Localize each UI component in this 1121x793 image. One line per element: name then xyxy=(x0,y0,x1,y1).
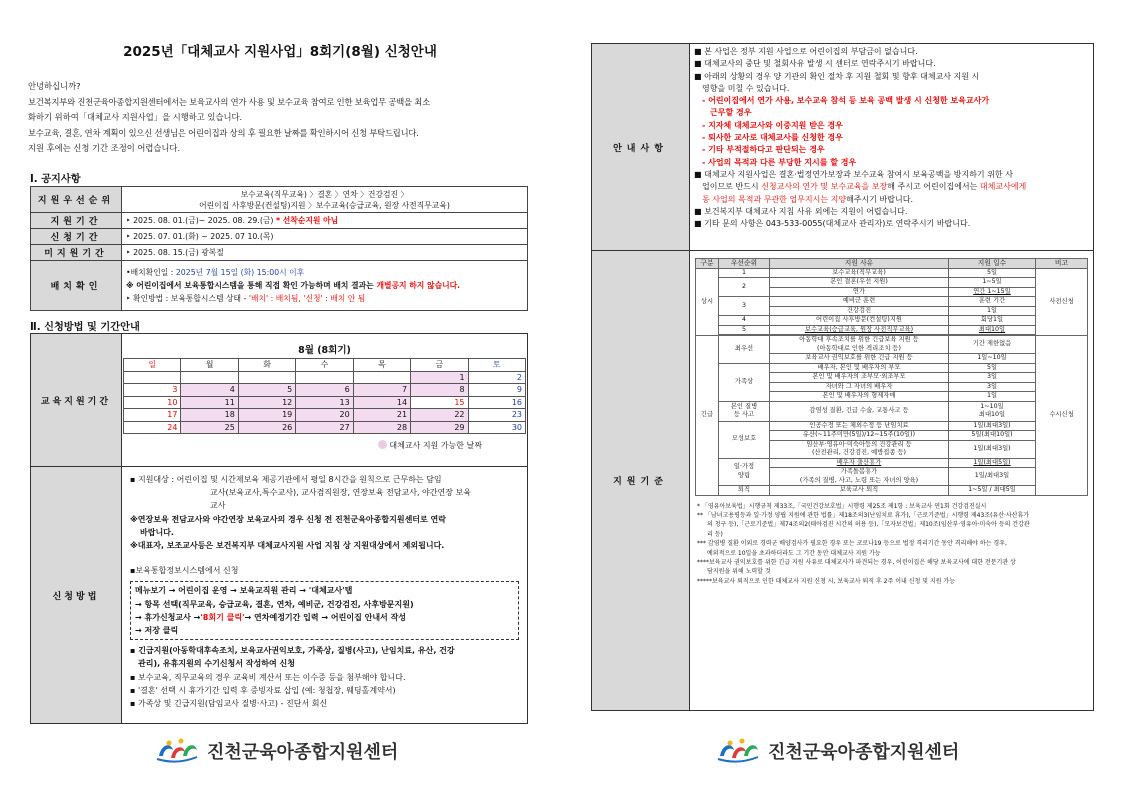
calendar-day xyxy=(238,371,295,384)
table-cell: 일·가정 양립 xyxy=(719,458,770,486)
notice-line: ■ 아래의 상황의 경우 양 기관의 확인 절차 후 지원 철회 및 향후 대체교사 지원 시 xyxy=(694,71,980,81)
method-note: ※대표자, 보조교사등은 보건복지부 대체교사지원 사업 지침 상 지원대상에서 제외됩니다. xyxy=(130,541,445,551)
table-cell: 2 xyxy=(719,278,770,297)
method-line: ▪ 보수교육, 직무교육의 경우 교육비 계산서 또는 이수증 등을 첨부해야 합니다. xyxy=(130,672,406,682)
calendar-week xyxy=(124,421,526,434)
notice-highlight: 대체교사에게 xyxy=(979,182,1027,192)
priority-line: 어린이집 사후방문(컨설팅)지원 〉보수교육(승급교육, 원장 사전직무교육) xyxy=(199,200,450,210)
calendar-day xyxy=(353,371,410,384)
table-cell: 가족상 xyxy=(719,363,770,401)
calendar-day-available: 29 xyxy=(411,421,468,434)
cell-line: 아동학대 후속조치를 위한 긴급보육 지원 등 xyxy=(799,336,919,343)
weekday-thu: 목 xyxy=(353,359,410,372)
table-cell: 1 xyxy=(719,268,770,278)
confirm-text: ‣ 확인방법 : 보육통합시스템 상태 - xyxy=(126,294,249,303)
intro-line: 화하기 위하여「대체교사 지원사업」을 시행하고 있습니다. xyxy=(28,112,243,122)
calendar-week xyxy=(124,371,526,384)
table-cell: 최대10일 xyxy=(949,325,1036,335)
calendar-day: 16 xyxy=(468,396,525,409)
page-title: 2025년「대체교사 지원사업」8회기(8월) 신청안내 xyxy=(123,44,437,60)
calendar-day: 3 xyxy=(124,384,181,397)
calendar-day-holiday: 15 xyxy=(411,396,468,409)
table-cell xyxy=(770,336,949,354)
calendar-day: 23 xyxy=(468,409,525,422)
confirm-line xyxy=(126,292,523,305)
confirm-warning: 개별공지 하지 않습니다. xyxy=(376,281,461,290)
calendar-day: 9 xyxy=(468,384,525,397)
menu-path-line: → 항목 선택(직무교육, 승급교육, 결혼, 연차, 예비군, 건강검진, 사후방문지원) xyxy=(135,599,414,609)
calendar-day-available: 28 xyxy=(353,421,410,434)
legend-dot-icon xyxy=(378,440,387,449)
notice-line: ■ 기타 문의 사항은 043-533-0055(대체교사 관리자)로 연락주시기 바랍니다. xyxy=(694,219,971,229)
table-cell: 본인 및 배우자의 조부모·외조부모 xyxy=(770,373,949,383)
calendar-day xyxy=(296,371,353,384)
notice-highlight: 신청교사의 연가 및 보수교육을 보장 xyxy=(761,182,888,192)
support-period-value xyxy=(122,213,528,229)
table-row xyxy=(696,401,1088,421)
menu-path-text: → 연차예정기간 입력 → 어린이집 안내서 작성 xyxy=(244,612,407,622)
calendar-day-available: 25 xyxy=(181,421,238,434)
table-cell: 기간 제한없음 xyxy=(949,336,1036,354)
criteria-label: 지원기준 xyxy=(592,251,690,711)
calendar-title: 8월 (8회기) xyxy=(298,345,351,356)
priority-line: 보수교육(직무교육) 〉결혼 〉연차 〉건강검진 〉 xyxy=(240,189,409,199)
calendar-week xyxy=(124,396,526,409)
table-cell xyxy=(770,468,949,486)
table-cell: 1일~10일 xyxy=(949,354,1036,364)
table-cell: 1일(최대5일) xyxy=(949,458,1036,468)
calendar-day-available: 4 xyxy=(181,384,238,397)
menu-path-highlight: '8회기 클릭' xyxy=(200,612,245,622)
menu-path-line: → 저장 클릭 xyxy=(135,626,179,636)
criteria-header: 지원 일수 xyxy=(949,259,1036,269)
calendar-day-available: 8 xyxy=(411,384,468,397)
calendar-day-available: 12 xyxy=(238,396,295,409)
cell-line: 가족돌봄휴가 xyxy=(840,468,878,475)
no-support-label: 미지원기간 xyxy=(31,245,122,261)
notice-line: ■ 대체교사의 중단 및 철회사유 발생 시 센터로 연락주시기 바랍니다. xyxy=(694,59,936,69)
table-cell: 1~5일 xyxy=(949,278,1036,288)
table-cell: 3일 xyxy=(949,373,1036,383)
cell-line: (가족의 질병, 사고, 노령 또는 자녀의 양육) xyxy=(799,476,919,484)
table-row xyxy=(696,336,1088,354)
center-logo-icon xyxy=(155,738,199,764)
table-cell: 유산(~11주미만(5일)/12~15주(10일)) xyxy=(770,431,949,441)
footnote: 의 청구 등),「근로기준법」제74조의2(태아검진 시간의 허용 등),「모자보건법」제10조(임산부·영유아·미숙아 등의 건강관 xyxy=(707,521,1030,529)
cell-line: 1~10일 xyxy=(980,402,1004,410)
notice-warning: 근무할 경우 xyxy=(710,108,752,118)
method-line: 교사 xyxy=(210,501,226,511)
table-cell: 연가 xyxy=(770,287,949,297)
table-row xyxy=(696,421,1088,431)
calendar xyxy=(123,358,526,434)
note-anytime: 수시신청 xyxy=(1036,336,1088,496)
notice-text: 업이므로 반드시 xyxy=(702,182,762,192)
notice-line: 영향을 미칠 수 있습니다. xyxy=(702,83,790,93)
confirm-label: 배치확인 xyxy=(31,261,122,311)
calendar-day xyxy=(124,371,181,384)
cell-line: (아동학대로 인한 격리조치 등) xyxy=(817,344,901,352)
center-logo-text: 진천군육아종합지원센터 xyxy=(768,742,960,763)
menu-path-line xyxy=(135,611,514,624)
apply-method-label: 신청방법 xyxy=(31,467,122,724)
table-cell: 1~5일 / 최대5일 xyxy=(949,486,1036,496)
notice-warning: - 퇴사한 교사로 대체교사를 신청한 경우 xyxy=(702,133,843,143)
footnote: *** 감염병 질환 이외로 경력군 배양검사가 필요한 경우 또는 코로나19 등으로 법정 격리기간 동안 격리해야 하는 경우, xyxy=(697,540,1007,548)
criteria-table xyxy=(695,258,1088,496)
table-cell: 보육교사 권익보호를 위한 긴급 지원 등 xyxy=(770,354,949,364)
cell-line: 최대10일 xyxy=(978,411,1006,418)
table-cell: 1일 xyxy=(949,392,1036,402)
table-cell: 5일(최대10일) xyxy=(949,431,1036,441)
method-line: 관리), 유휴지원의 수기신청서 작성하여 신청 xyxy=(138,659,295,669)
notice-label: 안내사항 xyxy=(592,44,690,251)
footnote: 예외적으로 10일을 초과하더라도 그 기간 동안 대체교사 지원 가능 xyxy=(707,549,881,557)
intro-line: 보수교육, 결혼, 연차 계획이 있으신 선생님은 어린이집과 상의 후 필요한 날짜를 확인하시어 신청 부탁드립니다. xyxy=(28,127,419,138)
support-period-text: ‣ 2025. 08. 01.(금)~ 2025. 08. 29.(금) xyxy=(126,216,274,225)
footnote: ** 「남녀고용평등과 일·가정 양립 지원에 관한 법률」제18조의3(난임치료 휴가),「근로기준법」시행령 제43조(유산·사산휴가 xyxy=(697,511,1030,519)
intro-line: 보건복지부와 진천군육아종합지원센터에서는 보육교사의 연가 사용 및 보수교육 참여로 인한 보육업무 공백을 최소 xyxy=(28,96,430,107)
table-cell: 최우선 xyxy=(719,336,770,364)
confirm-date: 2025년 7월 15일 (화) 15:00시 이후 xyxy=(175,268,305,277)
notice-line: ■ 대체교사 지원사업은 결혼·법정연가보장과 보수교육 참여시 보육공백을 방지하기 위한 사 xyxy=(694,169,1013,179)
calendar-legend xyxy=(123,440,526,451)
table-cell: 예비군 훈련 xyxy=(770,297,949,307)
footnote: ****보육교사 권익보호를 위한 긴급 지원 사유로 대체교사가 파견되는 경우, 어린이집은 해당 보육교사에 대한 전문기관 상 xyxy=(697,558,1016,566)
notice-table xyxy=(30,186,528,311)
weekday-tue: 화 xyxy=(238,359,295,372)
menu-path-line: 메뉴보기 → 어린이집 운영 → 보육교직원 관리 → '대체교사'탭 xyxy=(135,586,353,596)
right-page xyxy=(561,0,1121,793)
edu-period-label: 교육지원기간 xyxy=(31,334,122,467)
notice-warning: - 지자체 대체교사와 이중지원 받은 경우 xyxy=(702,120,843,130)
table-cell: 1일(최대3일) xyxy=(949,421,1036,431)
table-cell: 퇴직 xyxy=(719,486,770,496)
confirm-value xyxy=(122,261,528,311)
section-heading-notice: Ⅰ. 공지사항 xyxy=(30,174,81,185)
criteria-content xyxy=(690,251,1094,711)
criteria-header: 지원 사유 xyxy=(770,259,949,269)
table-cell: 5일 xyxy=(949,268,1036,278)
method-system: ▪보육통합정보시스템에서 신청 xyxy=(130,566,239,576)
apply-period-value: ‣ 2025. 07. 01.(화) ~ 2025. 07 10.(목) xyxy=(122,229,528,245)
intro-line: 안녕하십니까? xyxy=(28,81,81,91)
table-cell: 본인 질병 등 사고 xyxy=(719,401,770,421)
weekday-sun: 일 xyxy=(124,359,181,372)
footnote: *****보육교사 퇴직으로 인한 대체교사 지원 신청 시, 보육교사 퇴직 후 2주 이내 신청 및 지원 가능 xyxy=(697,577,955,585)
table-cell: 보육교사 퇴직 xyxy=(770,486,949,496)
notice-warning: - 사업의 목적과 다른 부당한 지시를 할 경우 xyxy=(702,157,857,167)
cell-line: (산전관리, 건강검진, 예방접종 등) xyxy=(812,449,906,456)
calendar-day: 10 xyxy=(124,396,181,409)
menu-path-box xyxy=(130,581,519,640)
table-cell: 1일/최대3일 xyxy=(949,468,1036,486)
table-cell: 보수교육(승급교육, 원장 사전직무교육) xyxy=(770,325,949,335)
calendar-day-available: 1 xyxy=(411,371,468,384)
confirm-line xyxy=(126,279,523,292)
criteria-header: 비고 xyxy=(1036,259,1088,269)
table-row xyxy=(696,486,1088,496)
method-note: 바랍니다. xyxy=(140,527,174,537)
method-line: ▪ 지원대상 : 어린이집 및 시간제보육 제공기관에서 평일 8시간을 원칙으로 근무하는 담임 xyxy=(130,475,442,484)
table-row xyxy=(696,325,1088,335)
notice-line xyxy=(694,181,1089,193)
table-cell: 배우자, 본인 및 배우자의 부모 xyxy=(770,363,949,373)
notice-text: 해 주시고 어린이집에서는 xyxy=(887,182,980,192)
support-period-label: 지원기간 xyxy=(31,213,122,229)
notice-text: 해주시기 바랍니다. xyxy=(846,194,914,204)
confirm-status: '배치' : 배치됨, '신청' : 배치 안 됨 xyxy=(248,294,366,303)
footnote: 담지원을 위해 노력할 것 xyxy=(707,568,771,576)
table-cell: 연간 1~15일 xyxy=(949,287,1036,297)
priority-label: 지원우선순위 xyxy=(31,187,122,213)
calendar-day-available: 13 xyxy=(296,396,353,409)
table-cell: 3일 xyxy=(949,382,1036,392)
calendar-day: 17 xyxy=(124,409,181,422)
method-line: ▪ 긴급지원(아동학대후속조치, 보육교사권익보호, 가족상, 질병(사고), 난임치료, 유산, 건강 xyxy=(130,646,455,656)
left-page xyxy=(0,0,560,793)
footnote: * 「영유아보육법」시행규칙 제33조,「국민건강보호법」시행령 제25조 제1항 : 보육교사 연1회 건강검진실시 xyxy=(697,502,987,510)
calendar-day-available: 14 xyxy=(353,396,410,409)
table-cell: 회당1일 xyxy=(949,316,1036,326)
table-row xyxy=(696,297,1088,307)
table-cell: 모성보호 xyxy=(719,421,770,458)
calendar-day-available: 6 xyxy=(296,384,353,397)
weekday-fri: 금 xyxy=(411,359,468,372)
table-row xyxy=(696,316,1088,326)
calendar-day-available: 18 xyxy=(181,409,238,422)
table-row xyxy=(696,458,1088,468)
notice-line: ■ 본 사업은 정부 지원 사업으로 어린이집의 부담금이 없습니다. xyxy=(694,47,918,56)
notice-highlight: 동 사업의 목적과 무관한 업무지시는 지양 xyxy=(702,194,847,204)
criteria-header: 우선순위 xyxy=(719,259,770,269)
weekday-mon: 월 xyxy=(181,359,238,372)
calendar-day-available: 21 xyxy=(353,409,410,422)
calendar-day-available: 20 xyxy=(296,409,353,422)
table-cell: 감염성 질환, 긴급 수술, 교통사고 등 xyxy=(770,401,949,421)
calendar-day: 30 xyxy=(468,421,525,434)
table-cell: 자녀와 그 자녀의 배우자 xyxy=(770,382,949,392)
calendar-cell xyxy=(122,334,528,467)
table-row xyxy=(696,363,1088,373)
table-cell: 1일 xyxy=(949,306,1036,316)
confirm-line xyxy=(126,266,523,279)
notice-line: ■ 보건복지부 대체교사 지침 사유 외에는 지원이 어렵습니다. xyxy=(694,206,908,216)
priority-value xyxy=(122,187,528,213)
notice-warning: - 기타 부적절하다고 판단되는 경우 xyxy=(702,145,825,155)
table-cell: 5일 xyxy=(949,363,1036,373)
calendar-day-available: 7 xyxy=(353,384,410,397)
footnote: 리 등) xyxy=(707,530,723,538)
menu-path-text: → 휴가신청교사 → xyxy=(135,612,201,622)
center-logo xyxy=(155,738,398,764)
calendar-day-available: 19 xyxy=(238,409,295,422)
intro-text xyxy=(28,79,543,157)
no-support-value: ‣ 2025. 08. 15.(금) 광복절 xyxy=(122,245,528,261)
notice-warning: - 어린이집에서 연가 사용, 보수교육 참석 등 보육 공백 발생 시 신청한 보육교사가 xyxy=(702,96,990,106)
method-line: ▪ 가족상 및 긴급지원(담임교사 질병·사고) - 진단서 회신 xyxy=(130,699,328,709)
weekday-wed: 수 xyxy=(296,359,353,372)
table-cell: 본인 결혼(우선 지원) xyxy=(770,278,949,288)
table-cell: 훈련 기간 xyxy=(949,297,1036,307)
table-cell: 인공수정 또는 체외수정 등 난임치료 xyxy=(770,421,949,431)
criteria-header: 구분 xyxy=(696,259,719,269)
footnotes xyxy=(691,502,1092,591)
table-cell: 4 xyxy=(719,316,770,326)
center-logo-text: 진천군육아종합지원센터 xyxy=(207,742,399,763)
category-emergency: 긴급 xyxy=(696,336,719,496)
table-cell: 1일(최대3일) xyxy=(949,440,1036,458)
calendar-day-available: 26 xyxy=(238,421,295,434)
table-cell: 본인 및 배우자의 형제자매 xyxy=(770,392,949,402)
guide-table xyxy=(591,43,1094,711)
confirm-text: ※ 어린이집에서 보육통합시스템을 통해 직접 확인 가능하며 배치 결과는 xyxy=(126,281,377,290)
table-cell: 어린이집 사후방문(컨설팅)지원 xyxy=(770,316,949,326)
calendar-day xyxy=(181,371,238,384)
calendar-day: 2 xyxy=(468,371,525,384)
calendar-week xyxy=(124,384,526,397)
confirm-text: •배치확인일 : xyxy=(126,268,176,277)
method-line: 교사(보육교사,특수교사), 교사겸직원장, 연장보육 전담교사, 야간연장 보육 xyxy=(210,488,471,498)
intro-line: 지원 후에는 신청 기간 조정이 어렵습니다. xyxy=(28,143,181,153)
apply-method-content xyxy=(122,467,528,724)
center-logo-icon xyxy=(716,738,760,764)
calendar-day-available: 5 xyxy=(238,384,295,397)
calendar-week xyxy=(124,409,526,422)
calendar-day-available: 27 xyxy=(296,421,353,434)
table-cell: 배우자 출산휴가 xyxy=(770,458,949,468)
table-cell xyxy=(949,401,1036,421)
notice-content xyxy=(690,44,1094,251)
method-note: ※연장보육 전담교사와 야간연장 보육교사의 경우 신청 전 진천군육아종합지원센터로 연락 xyxy=(130,514,446,524)
legend-text: 대체교사 지원 가능한 날짜 xyxy=(389,441,482,450)
center-logo xyxy=(716,738,959,764)
table-row xyxy=(696,278,1088,288)
criteria-header-row xyxy=(696,259,1088,269)
section-heading-apply: Ⅱ. 신청방법 및 기간안내 xyxy=(30,322,140,333)
table-row xyxy=(696,268,1088,278)
weekday-sat: 토 xyxy=(468,359,525,372)
calendar-day-available: 11 xyxy=(181,396,238,409)
table-cell: 건강검진 xyxy=(770,306,949,316)
apply-table xyxy=(30,333,528,724)
apply-period-label: 신청기간 xyxy=(31,229,122,245)
calendar-header xyxy=(124,359,526,372)
cell-line: 임산부·영유아·미숙아등의 건강관리 등 xyxy=(806,440,912,448)
calendar-day-available: 22 xyxy=(411,409,468,422)
table-cell: 5 xyxy=(719,325,770,335)
method-line: ▪ '결혼' 선택 시 휴가기간 입력 후 증빙자료 삽입 (예: 청첩장, 웨딩홀계약서) xyxy=(130,685,396,695)
calendar-day: 24 xyxy=(124,421,181,434)
support-period-note: * 선착순지원 아님 xyxy=(275,216,339,225)
table-cell: 보수교육(직무교육) xyxy=(770,268,949,278)
notice-line xyxy=(694,194,1089,206)
note-pre-apply: 사전신청 xyxy=(1036,268,1088,336)
category-regular: 상시 xyxy=(696,268,719,336)
table-cell: 3 xyxy=(719,297,770,316)
table-cell xyxy=(770,440,949,458)
